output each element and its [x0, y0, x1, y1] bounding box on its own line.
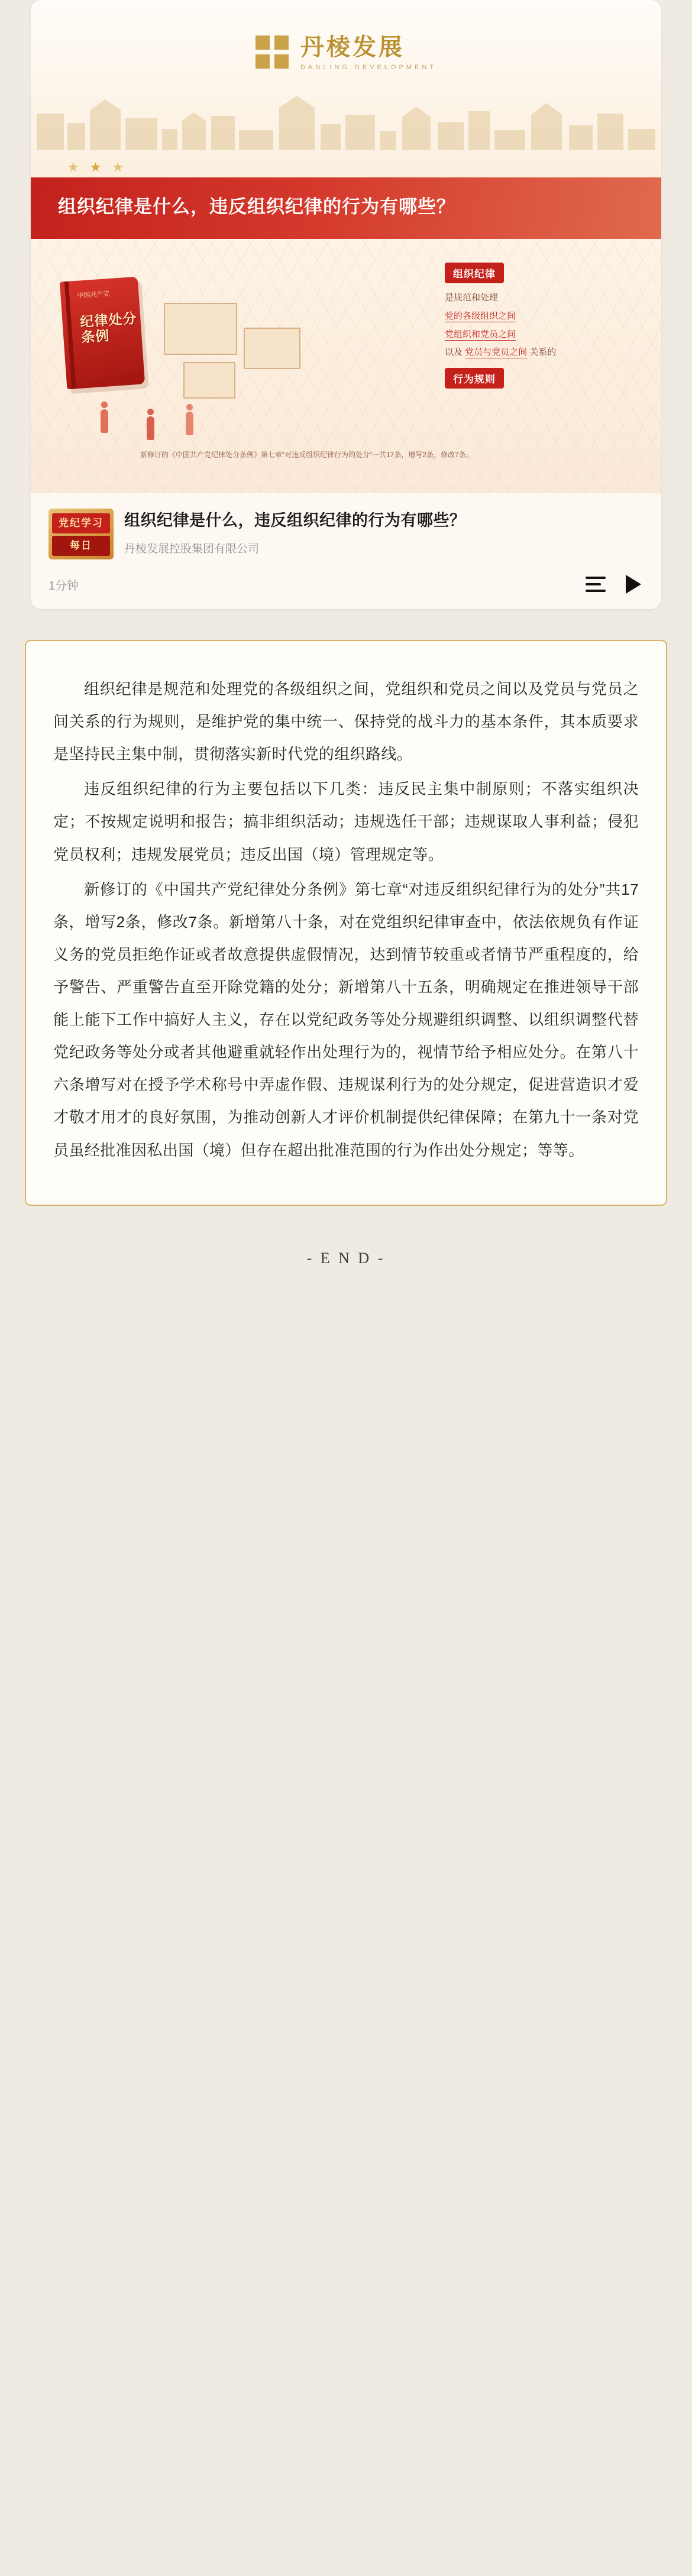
brand-header	[31, 0, 661, 177]
illustration-line-3-suffix: 关系的	[529, 347, 557, 358]
video-card	[31, 0, 661, 609]
article-paragraph: 组织纪律是规范和处理党的各级组织之间，党组织和党员之间以及党员与党员之间关系的行为规则，是维护党的集中统一、保持党的战斗力的基本条件，其本质要求是坚持民主集中制，贯彻落实新时代党的组织路线。	[53, 680, 639, 763]
thumbnail-line-2: 每日	[52, 536, 110, 556]
illustration-line-3-prefix: 以及	[445, 347, 463, 358]
video-publisher: 丹棱发展控股集团有限公司	[124, 542, 260, 555]
play-icon[interactable]	[626, 575, 641, 594]
video-duration: 1分钟	[48, 579, 79, 593]
book-small-text: 中国共产党	[77, 290, 110, 300]
end-marker: - E N D -	[306, 1249, 386, 1267]
video-info-row[interactable]	[31, 493, 661, 569]
brand-name-en: DANLING DEVELOPMENT	[300, 64, 437, 71]
discipline-book-illustration	[60, 277, 145, 390]
brand-name-cn: 丹棱发展	[300, 34, 405, 60]
playlist-icon[interactable]	[586, 577, 606, 592]
illustration-line-1: 是规范和处理	[445, 293, 499, 303]
star-icon: ★	[89, 160, 102, 174]
illustration-link-2: 党组织和党员之间	[445, 329, 516, 339]
banner-title-band	[31, 177, 661, 239]
house-icon	[183, 362, 235, 399]
video-control-row	[31, 569, 661, 609]
skyline-illustration	[31, 79, 661, 150]
person-icon	[186, 412, 193, 435]
star-icon: ★	[112, 160, 124, 174]
article-paragraph: 违反组织纪律的行为主要包括以下几类：违反民主集中制原则；不落实组织决定；不按规定说明和报告；搞非组织活动；违规选任干部；违规谋取人事利益；侵犯党员权利；违规发展党员；违反出国（境）管理规定等。	[53, 780, 639, 863]
illustration	[31, 239, 661, 493]
banner-title: 组织纪律是什么，违反组织纪律的行为有哪些？	[58, 196, 455, 217]
illustration-text-block	[445, 263, 640, 389]
star-row	[67, 161, 124, 174]
house-icon	[164, 303, 237, 355]
star-icon: ★	[67, 160, 79, 174]
illustration-tag-2: 行为规则	[445, 368, 504, 389]
illustration-footnote: 新修订的《中国共产党纪律处分条例》第七章“对违反组织纪律行为的处分”一共17条，增写2条，修改7条。	[140, 451, 473, 459]
person-icon	[101, 409, 108, 433]
book-title-text: 纪律处分条例	[79, 310, 138, 345]
illustration-link-3: 党员与党员之间	[465, 347, 528, 358]
illustration-link-1: 党的各级组织之间	[445, 310, 516, 321]
article-paragraph: 新修订的《中国共产党纪律处分条例》第七章“对违反组织纪律行为的处分”共17条，增写2条，修改7条。新增第八十条，对在党组织纪律审查中，依法依规负有作证义务的党员拒绝作证或者故意提供虚假情况，达到情节较重或者情节严重程度的，给予警告、严重警告直至开除党籍的处分；新增第八十五条，明确规定在推进领导干部能上能下工作中搞好人主义，存在以党纪政务等处分规避组织调整、以组织调整代替党纪政务等处分或者其他避重就轻作出处理行为的，视情节给予相应处分。在第八十六条增写对在授予学术称号中弄虚作假、违规谋利行为的处分规定，促进营造识才爱才敬才用才的良好氛围，为推动创新人才评价机制提供纪律保障；在第九十一条对党员虽经批准因私出国（境）但存在超出批准范围的行为作出处分规定；等等。	[53, 880, 639, 1159]
video-thumbnail[interactable]	[48, 509, 114, 559]
four-square-logo-icon	[256, 35, 290, 70]
person-icon	[147, 416, 154, 440]
article-card	[25, 640, 667, 1206]
video-title: 组织纪律是什么，违反组织纪律的行为有哪些？	[124, 512, 466, 530]
illustration-tag: 组织纪律	[445, 263, 504, 283]
thumbnail-line-1: 党纪学习	[52, 513, 110, 533]
house-icon	[244, 328, 300, 369]
brand-lockup	[31, 0, 661, 71]
